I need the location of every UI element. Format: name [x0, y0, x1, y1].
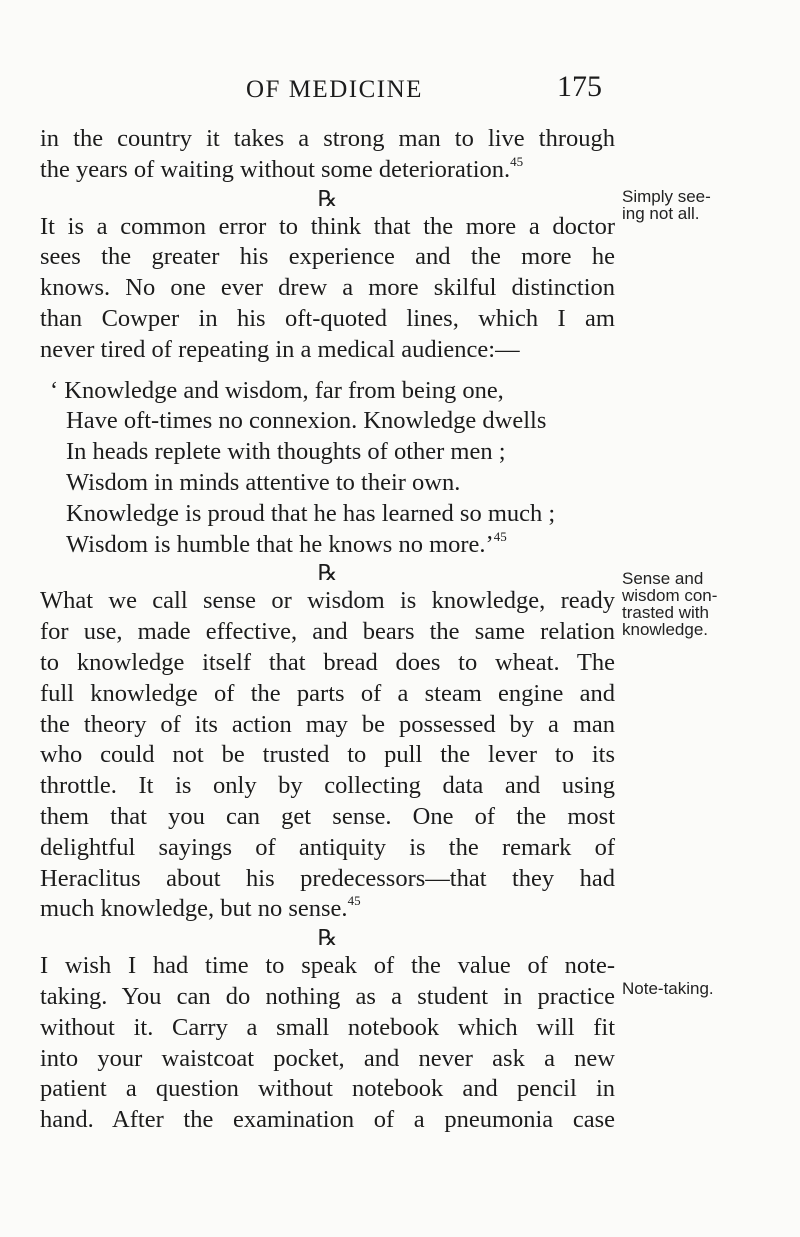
text-line: the theory of its action may be possessed by a man: [40, 710, 615, 738]
verse-line: In heads replete with thoughts of other men ;: [66, 438, 506, 466]
margin-note-sense-wisdom: [622, 570, 792, 638]
text-line: Heraclitus about his predecessors—that they had: [40, 864, 615, 892]
verse-line: Knowledge is proud that he has learned so much ;: [66, 499, 556, 527]
text-line: What we call sense or wisdom is knowledge, ready: [40, 587, 615, 615]
text-line: full knowledge of the parts of a steam engine and: [40, 679, 615, 707]
margin-note-line: Simply see-: [622, 187, 711, 206]
text-line-content: the years of waiting without some deterioration.: [40, 155, 511, 183]
running-header: [0, 70, 800, 114]
paragraph-4: [40, 951, 615, 1136]
text-line: [40, 155, 615, 186]
footnote-ref: 45: [347, 893, 361, 909]
text-line: to knowledge itself that bread does to wheat. The: [40, 648, 615, 676]
body-text: [40, 124, 615, 1136]
margin-note-line: wisdom con-: [622, 586, 718, 605]
text-line: hand. After the examination of a pneumonia case: [40, 1106, 615, 1134]
text-line: I wish I had time to speak of the value of note-: [40, 952, 615, 980]
footnote-ref: 45: [510, 153, 524, 169]
margin-note-note-taking: [622, 980, 792, 997]
text-line: knows. No one ever drew a more skilful distinction: [40, 274, 615, 302]
text-line: patient a question without notebook and pencil in: [40, 1075, 615, 1103]
ornament-icon: ℞: [317, 925, 338, 951]
paragraph-3: [40, 586, 615, 925]
margin-note-line: Note-taking.: [622, 979, 714, 998]
verse-line: Wisdom in minds attentive to their own.: [66, 468, 461, 496]
margin-note-line: knowledge.: [622, 620, 709, 639]
ornament-icon: ℞: [317, 560, 338, 586]
margin-note-line: ing not all.: [622, 204, 700, 223]
text-line: taking. You can do nothing as a student in practice: [40, 982, 615, 1010]
margin-note-line: Sense and: [622, 569, 704, 588]
text-line: [40, 894, 615, 925]
text-line: without it. Carry a small notebook which will fit: [40, 1013, 615, 1041]
text-line: in the country it takes a strong man to live through: [40, 125, 615, 152]
verse-quote: [40, 376, 615, 561]
text-line-content: much knowledge, but no sense.: [40, 895, 348, 923]
text-line: sees the greater his experience and the more he: [40, 243, 615, 271]
text-line: who could not be trusted to pull the lever to its: [40, 741, 615, 769]
text-line: It is a common error to think that the more a doctor: [40, 212, 615, 240]
margin-note-simply-seeing: [622, 188, 792, 222]
text-line: throttle. It is only by collecting data and using: [40, 772, 615, 800]
verse-line: ‘ Knowledge and wisdom, far from being one,: [50, 376, 504, 404]
text-line: for use, made effective, and bears the same relation: [40, 618, 615, 646]
text-line: never tired of repeating in a medical audience:—: [40, 335, 520, 363]
ornament-icon: ℞: [317, 185, 338, 211]
verse-line: Have oft-times no connexion. Knowledge dwells: [66, 407, 547, 435]
running-title: OF MEDICINE: [246, 76, 423, 103]
page-number: 175: [557, 70, 602, 103]
text-line: delightful sayings of antiquity is the remark of: [40, 833, 615, 861]
verse-line-content: Wisdom is humble that he knows no more.’: [66, 530, 494, 558]
text-line: into your waistcoat pocket, and never ask a new: [40, 1044, 615, 1072]
margin-note-line: trasted with: [622, 603, 709, 622]
footnote-ref: 45: [493, 528, 507, 544]
verse-line: [50, 530, 615, 561]
paragraph-1: [40, 124, 615, 186]
paragraph-2: [40, 212, 615, 366]
text-line: them that you can get sense. One of the most: [40, 802, 615, 830]
text-line: than Cowper in his oft-quoted lines, which I am: [40, 304, 615, 332]
